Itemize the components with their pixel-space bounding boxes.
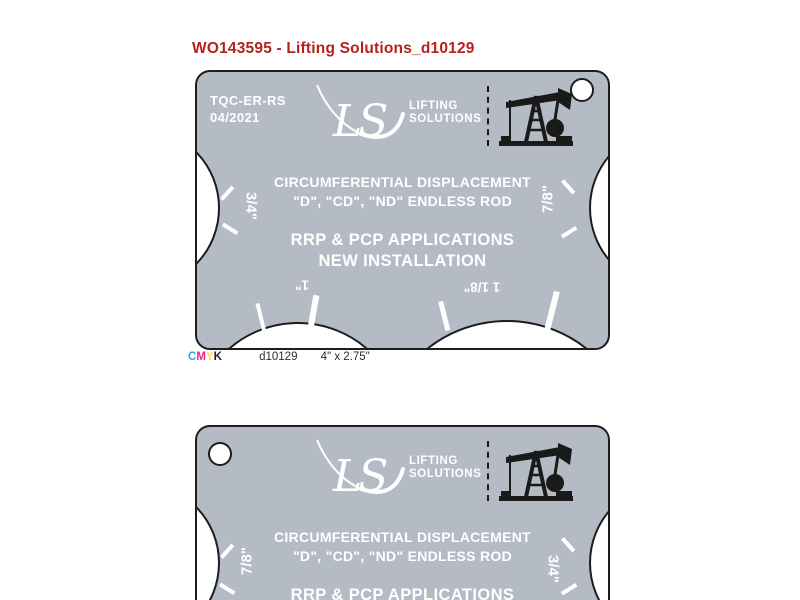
gauge-label-right: 7/8": [539, 185, 557, 213]
gauge-label-left: 3/4": [242, 192, 260, 220]
logo-wordmark: LIFTING SOLUTIONS: [409, 455, 482, 480]
dashed-divider: [487, 441, 489, 501]
plate-k: K: [213, 351, 222, 363]
gauge-label-bottom-right: 1 1/8": [463, 279, 501, 295]
punch-hole: [208, 442, 232, 466]
gauge-card-back: [195, 425, 610, 600]
gauge-label-bottom-left: 1": [295, 277, 309, 293]
gauge-notch-bottom-right: [378, 320, 610, 350]
lifting-solutions-logo: [309, 439, 577, 513]
card-code-line1: TQC-ER-RS: [210, 93, 286, 108]
document-title: WO143595 - Lifting Solutions_d10129: [192, 40, 475, 57]
svg-text:LS: LS: [333, 451, 385, 502]
card-code-line2: 04/2021: [210, 110, 260, 125]
lifting-solutions-logo: [309, 84, 577, 158]
dashed-divider: [487, 86, 489, 146]
card-subheading: RRP & PCP APPLICATIONS: [290, 586, 515, 600]
gauge-card-front: [195, 70, 610, 350]
ls-monogram-icon: [309, 439, 409, 505]
pumpjack-icon: [497, 441, 575, 503]
proof-dimensions: 4" x 2.75": [320, 351, 370, 363]
tick-mark: [255, 303, 266, 333]
plate-m: M: [196, 351, 206, 363]
gauge-notch-bottom-left: [195, 322, 404, 350]
proof-caption: [188, 351, 370, 363]
plate-y: Y: [205, 351, 214, 363]
card-subheading: RRP & PCP APPLICATIONS NEW INSTALLATION: [290, 231, 515, 270]
gauge-label-left: 7/8": [238, 547, 256, 575]
card-code: [210, 92, 286, 126]
plate-c: C: [188, 351, 197, 363]
card-heading: CIRCUMFERENTIAL DISPLACEMENT "D", "CD", "ND" ENDLESS ROD: [273, 174, 532, 209]
proof-doc-code: d10129: [259, 351, 298, 363]
ls-monogram-icon: [309, 84, 409, 150]
pumpjack-icon: [497, 86, 575, 148]
gauge-label-right: 3/4": [544, 555, 562, 583]
tick-mark: [544, 291, 559, 331]
logo-wordmark: LIFTING SOLUTIONS: [409, 100, 482, 125]
card-heading: CIRCUMFERENTIAL DISPLACEMENT "D", "CD", "ND" ENDLESS ROD: [273, 529, 532, 564]
svg-text:LS: LS: [333, 96, 385, 147]
tick-mark: [438, 301, 450, 331]
